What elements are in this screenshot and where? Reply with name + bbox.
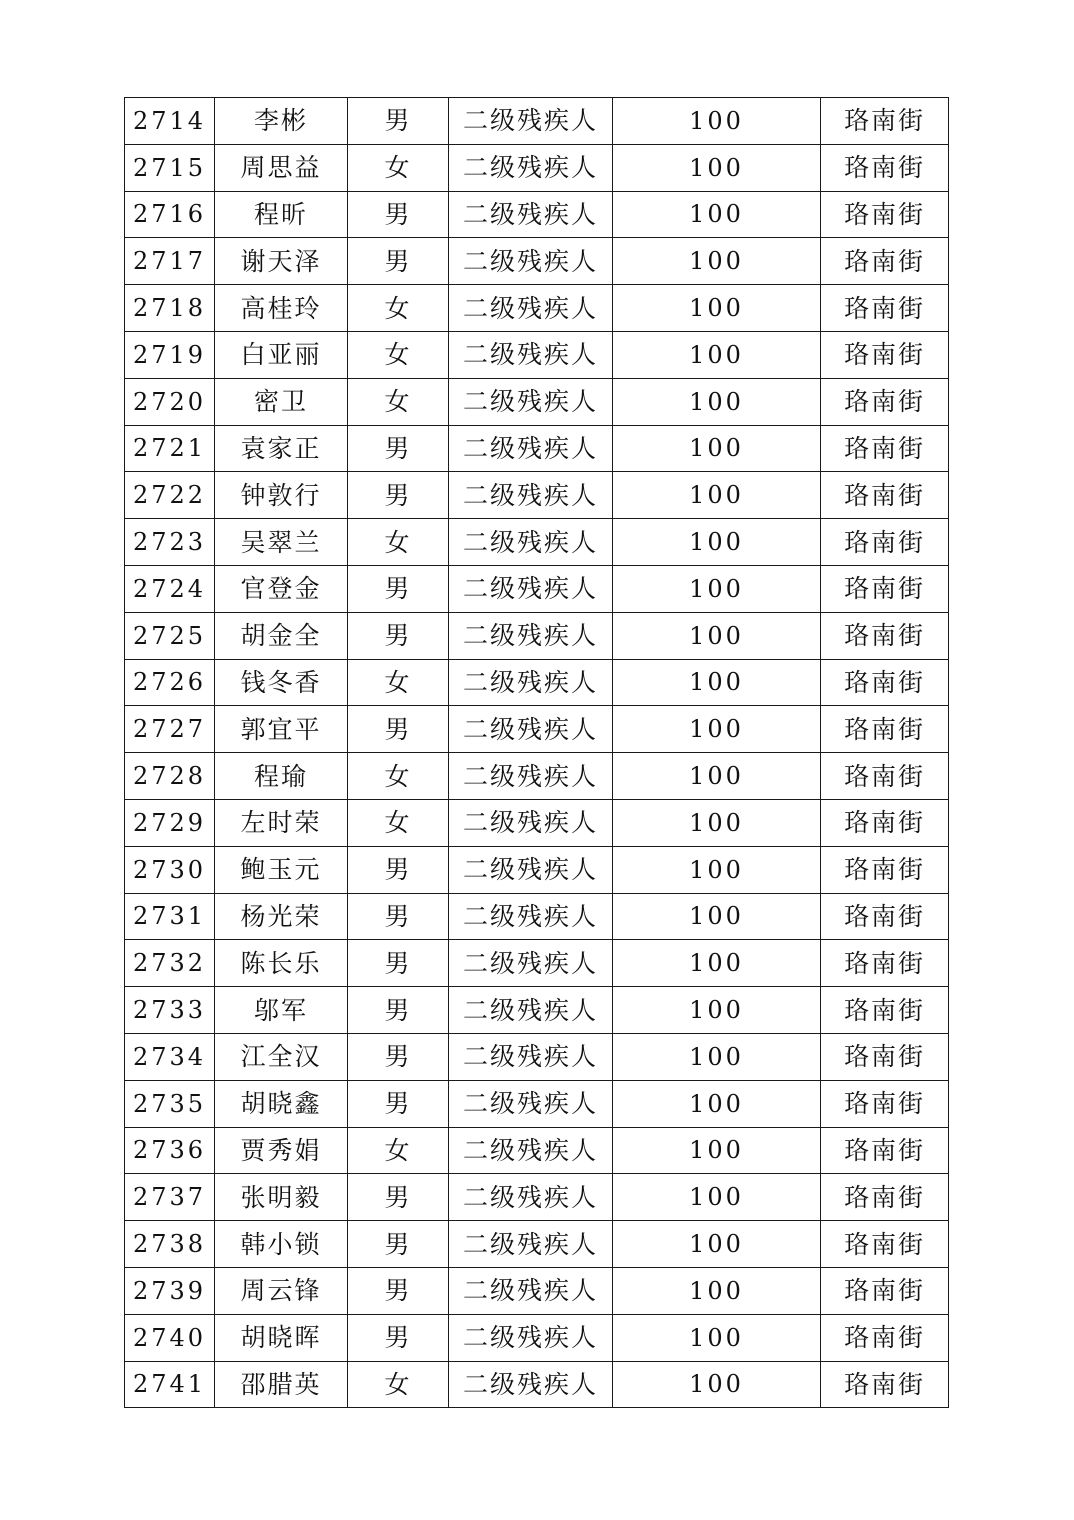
street-cell: 珞南街 <box>821 472 949 519</box>
street-cell: 珞南街 <box>821 1174 949 1221</box>
gender-cell: 男 <box>348 1033 449 1080</box>
table-row <box>125 706 949 753</box>
name-cell: 钟敦行 <box>215 472 348 519</box>
amount-cell: 100 <box>613 1221 821 1268</box>
table-row <box>125 191 949 238</box>
serial-number-cell: 2728 <box>125 753 215 800</box>
name-cell: 江全汉 <box>215 1033 348 1080</box>
disability-level-cell: 二级残疾人 <box>449 1314 613 1361</box>
name-cell: 郭宜平 <box>215 706 348 753</box>
gender-cell: 男 <box>348 893 449 940</box>
table-row <box>125 1267 949 1314</box>
amount-cell: 100 <box>613 1080 821 1127</box>
table-row <box>125 472 949 519</box>
street-cell: 珞南街 <box>821 706 949 753</box>
street-cell: 珞南街 <box>821 893 949 940</box>
serial-number-cell: 2723 <box>125 519 215 566</box>
serial-number-cell: 2726 <box>125 659 215 706</box>
gender-cell: 女 <box>348 285 449 332</box>
name-cell: 谢天泽 <box>215 238 348 285</box>
serial-number-cell: 2732 <box>125 940 215 987</box>
disability-level-cell: 二级残疾人 <box>449 1080 613 1127</box>
street-cell: 珞南街 <box>821 799 949 846</box>
amount-cell: 100 <box>613 519 821 566</box>
name-cell: 杨光荣 <box>215 893 348 940</box>
street-cell: 珞南街 <box>821 1080 949 1127</box>
street-cell: 珞南街 <box>821 1127 949 1174</box>
gender-cell: 男 <box>348 1174 449 1221</box>
disability-level-cell: 二级残疾人 <box>449 285 613 332</box>
disability-level-cell: 二级残疾人 <box>449 1174 613 1221</box>
serial-number-cell: 2718 <box>125 285 215 332</box>
name-cell: 官登金 <box>215 565 348 612</box>
serial-number-cell: 2721 <box>125 425 215 472</box>
name-cell: 邵腊英 <box>215 1361 348 1408</box>
table-row <box>125 1361 949 1408</box>
table-row <box>125 846 949 893</box>
table-row <box>125 144 949 191</box>
name-cell: 程昕 <box>215 191 348 238</box>
name-cell: 贾秀娟 <box>215 1127 348 1174</box>
street-cell: 珞南街 <box>821 144 949 191</box>
gender-cell: 男 <box>348 1080 449 1127</box>
amount-cell: 100 <box>613 706 821 753</box>
amount-cell: 100 <box>613 753 821 800</box>
table-row <box>125 940 949 987</box>
table-row <box>125 378 949 425</box>
table-row <box>125 753 949 800</box>
name-cell: 韩小锁 <box>215 1221 348 1268</box>
street-cell: 珞南街 <box>821 378 949 425</box>
name-cell: 吴翠兰 <box>215 519 348 566</box>
disability-level-cell: 二级残疾人 <box>449 753 613 800</box>
name-cell: 胡金全 <box>215 612 348 659</box>
disability-level-cell: 二级残疾人 <box>449 565 613 612</box>
amount-cell: 100 <box>613 846 821 893</box>
gender-cell: 女 <box>348 331 449 378</box>
serial-number-cell: 2727 <box>125 706 215 753</box>
serial-number-cell: 2716 <box>125 191 215 238</box>
disability-level-cell: 二级残疾人 <box>449 846 613 893</box>
table-row <box>125 519 949 566</box>
name-cell: 周思益 <box>215 144 348 191</box>
gender-cell: 男 <box>348 1221 449 1268</box>
table-row <box>125 1314 949 1361</box>
disability-level-cell: 二级残疾人 <box>449 706 613 753</box>
street-cell: 珞南街 <box>821 1033 949 1080</box>
name-cell: 程瑜 <box>215 753 348 800</box>
disability-level-cell: 二级残疾人 <box>449 940 613 987</box>
serial-number-cell: 2715 <box>125 144 215 191</box>
gender-cell: 女 <box>348 519 449 566</box>
table-row <box>125 1221 949 1268</box>
amount-cell: 100 <box>613 659 821 706</box>
disability-level-cell: 二级残疾人 <box>449 659 613 706</box>
disability-level-cell: 二级残疾人 <box>449 331 613 378</box>
amount-cell: 100 <box>613 1267 821 1314</box>
street-cell: 珞南街 <box>821 1361 949 1408</box>
disability-level-cell: 二级残疾人 <box>449 191 613 238</box>
street-cell: 珞南街 <box>821 285 949 332</box>
street-cell: 珞南街 <box>821 1221 949 1268</box>
street-cell: 珞南街 <box>821 659 949 706</box>
gender-cell: 女 <box>348 1127 449 1174</box>
serial-number-cell: 2736 <box>125 1127 215 1174</box>
name-cell: 密卫 <box>215 378 348 425</box>
amount-cell: 100 <box>613 987 821 1034</box>
disability-level-cell: 二级残疾人 <box>449 799 613 846</box>
table-row <box>125 1127 949 1174</box>
amount-cell: 100 <box>613 98 821 145</box>
gender-cell: 女 <box>348 753 449 800</box>
amount-cell: 100 <box>613 1361 821 1408</box>
disability-level-cell: 二级残疾人 <box>449 238 613 285</box>
amount-cell: 100 <box>613 1174 821 1221</box>
name-cell: 李彬 <box>215 98 348 145</box>
disability-level-cell: 二级残疾人 <box>449 1033 613 1080</box>
serial-number-cell: 2738 <box>125 1221 215 1268</box>
serial-number-cell: 2722 <box>125 472 215 519</box>
amount-cell: 100 <box>613 144 821 191</box>
street-cell: 珞南街 <box>821 753 949 800</box>
street-cell: 珞南街 <box>821 98 949 145</box>
serial-number-cell: 2735 <box>125 1080 215 1127</box>
serial-number-cell: 2739 <box>125 1267 215 1314</box>
gender-cell: 女 <box>348 378 449 425</box>
gender-cell: 男 <box>348 472 449 519</box>
amount-cell: 100 <box>613 472 821 519</box>
street-cell: 珞南街 <box>821 238 949 285</box>
gender-cell: 男 <box>348 706 449 753</box>
name-cell: 胡晓晖 <box>215 1314 348 1361</box>
gender-cell: 女 <box>348 144 449 191</box>
amount-cell: 100 <box>613 425 821 472</box>
table-row <box>125 238 949 285</box>
serial-number-cell: 2714 <box>125 98 215 145</box>
street-cell: 珞南街 <box>821 987 949 1034</box>
name-cell: 周云锋 <box>215 1267 348 1314</box>
gender-cell: 男 <box>348 98 449 145</box>
table-row <box>125 659 949 706</box>
name-cell: 白亚丽 <box>215 331 348 378</box>
amount-cell: 100 <box>613 285 821 332</box>
disability-level-cell: 二级残疾人 <box>449 1361 613 1408</box>
gender-cell: 男 <box>348 238 449 285</box>
name-cell: 钱冬香 <box>215 659 348 706</box>
gender-cell: 男 <box>348 565 449 612</box>
name-cell: 邬军 <box>215 987 348 1034</box>
street-cell: 珞南街 <box>821 519 949 566</box>
table-row <box>125 799 949 846</box>
amount-cell: 100 <box>613 612 821 659</box>
gender-cell: 男 <box>348 1314 449 1361</box>
street-cell: 珞南街 <box>821 191 949 238</box>
disability-level-cell: 二级残疾人 <box>449 519 613 566</box>
gender-cell: 男 <box>348 612 449 659</box>
disability-level-cell: 二级残疾人 <box>449 425 613 472</box>
amount-cell: 100 <box>613 799 821 846</box>
disability-level-cell: 二级残疾人 <box>449 472 613 519</box>
amount-cell: 100 <box>613 1127 821 1174</box>
table-row <box>125 331 949 378</box>
serial-number-cell: 2730 <box>125 846 215 893</box>
table-row <box>125 425 949 472</box>
table-row <box>125 285 949 332</box>
beneficiary-table <box>124 97 949 1408</box>
serial-number-cell: 2729 <box>125 799 215 846</box>
table-row <box>125 612 949 659</box>
gender-cell: 女 <box>348 659 449 706</box>
disability-level-cell: 二级残疾人 <box>449 1221 613 1268</box>
serial-number-cell: 2725 <box>125 612 215 659</box>
disability-level-cell: 二级残疾人 <box>449 98 613 145</box>
name-cell: 鲍玉元 <box>215 846 348 893</box>
disability-level-cell: 二级残疾人 <box>449 987 613 1034</box>
street-cell: 珞南街 <box>821 331 949 378</box>
amount-cell: 100 <box>613 378 821 425</box>
gender-cell: 女 <box>348 799 449 846</box>
street-cell: 珞南街 <box>821 425 949 472</box>
serial-number-cell: 2733 <box>125 987 215 1034</box>
disability-level-cell: 二级残疾人 <box>449 378 613 425</box>
serial-number-cell: 2720 <box>125 378 215 425</box>
table-body <box>125 98 949 1408</box>
table-row <box>125 565 949 612</box>
name-cell: 张明毅 <box>215 1174 348 1221</box>
serial-number-cell: 2737 <box>125 1174 215 1221</box>
street-cell: 珞南街 <box>821 565 949 612</box>
gender-cell: 男 <box>348 987 449 1034</box>
amount-cell: 100 <box>613 1033 821 1080</box>
amount-cell: 100 <box>613 238 821 285</box>
street-cell: 珞南街 <box>821 940 949 987</box>
gender-cell: 男 <box>348 1267 449 1314</box>
disability-level-cell: 二级残疾人 <box>449 144 613 191</box>
amount-cell: 100 <box>613 565 821 612</box>
serial-number-cell: 2740 <box>125 1314 215 1361</box>
street-cell: 珞南街 <box>821 846 949 893</box>
name-cell: 陈长乐 <box>215 940 348 987</box>
serial-number-cell: 2724 <box>125 565 215 612</box>
table-row <box>125 1174 949 1221</box>
amount-cell: 100 <box>613 191 821 238</box>
table-row <box>125 893 949 940</box>
street-cell: 珞南街 <box>821 1314 949 1361</box>
disability-level-cell: 二级残疾人 <box>449 1127 613 1174</box>
name-cell: 胡晓鑫 <box>215 1080 348 1127</box>
amount-cell: 100 <box>613 1314 821 1361</box>
table-row <box>125 987 949 1034</box>
name-cell: 高桂玲 <box>215 285 348 332</box>
table-row <box>125 1033 949 1080</box>
disability-level-cell: 二级残疾人 <box>449 1267 613 1314</box>
table-row <box>125 1080 949 1127</box>
disability-level-cell: 二级残疾人 <box>449 893 613 940</box>
amount-cell: 100 <box>613 331 821 378</box>
name-cell: 左时荣 <box>215 799 348 846</box>
amount-cell: 100 <box>613 940 821 987</box>
amount-cell: 100 <box>613 893 821 940</box>
serial-number-cell: 2719 <box>125 331 215 378</box>
table-row <box>125 98 949 145</box>
gender-cell: 男 <box>348 940 449 987</box>
street-cell: 珞南街 <box>821 1267 949 1314</box>
gender-cell: 男 <box>348 425 449 472</box>
gender-cell: 男 <box>348 191 449 238</box>
street-cell: 珞南街 <box>821 612 949 659</box>
serial-number-cell: 2717 <box>125 238 215 285</box>
serial-number-cell: 2734 <box>125 1033 215 1080</box>
serial-number-cell: 2741 <box>125 1361 215 1408</box>
disability-level-cell: 二级残疾人 <box>449 612 613 659</box>
gender-cell: 男 <box>348 846 449 893</box>
serial-number-cell: 2731 <box>125 893 215 940</box>
name-cell: 袁家正 <box>215 425 348 472</box>
gender-cell: 女 <box>348 1361 449 1408</box>
